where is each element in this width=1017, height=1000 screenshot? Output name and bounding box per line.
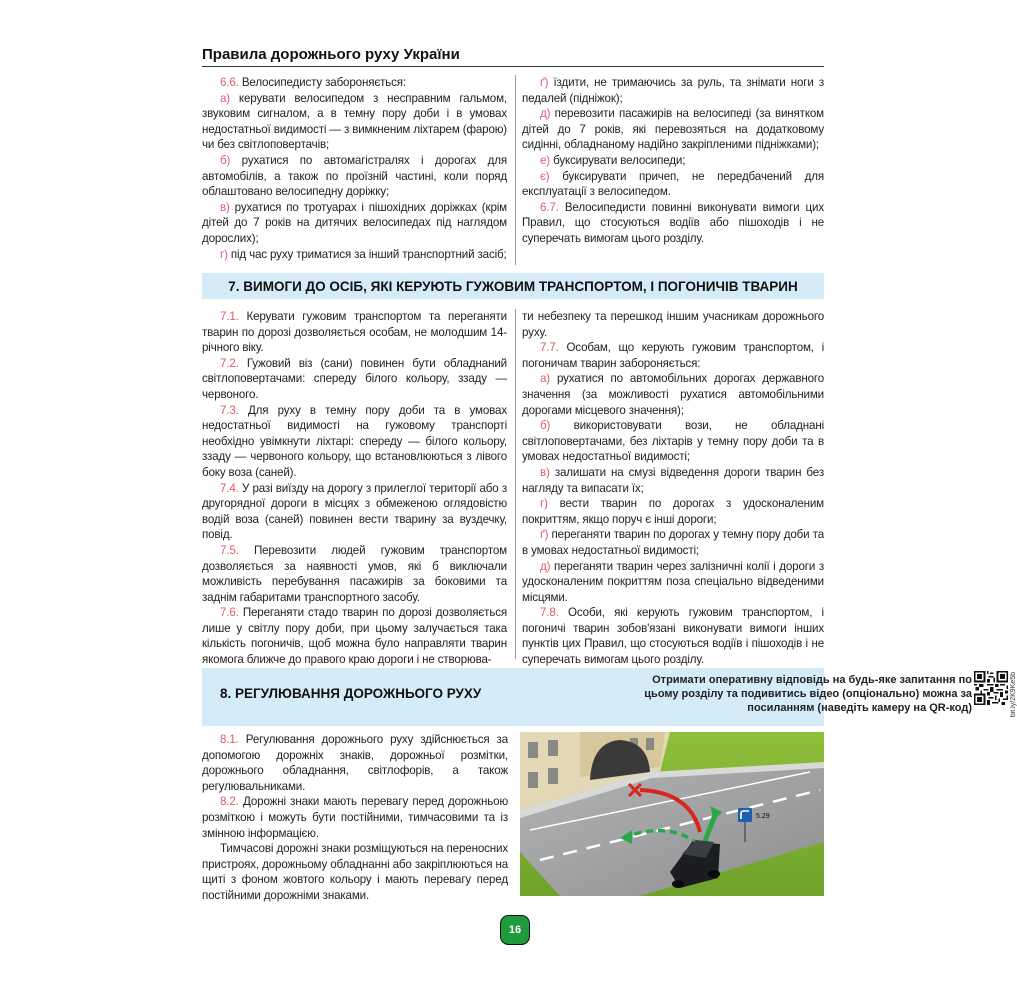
clause-text: перевозити пасажирів на велосипеді (за винятком дітей до 7 років, які перевозяться на додатковому сидінні, обладнаному надійно закріпленими підніжками); [522,107,824,152]
clause-number: в) [220,200,230,214]
clause-text: їздити, не тримаючись за руль, та знімати ноги з педалей (підніжок); [522,76,824,105]
clause-number: 7.6. [220,606,239,620]
clause-text: Регулювання дорожнього руху здійснюється за допомогою дорожніх знаків, дорожньої розмітки, дорожнього обладнання, світлофорів, а також регулювальниками. [202,733,508,793]
clause-number: б) [220,153,231,167]
clause-text: Дорожні знаки мають перевагу перед дорожньою розміткою і можуть бути постійними, тимчасовими та із змінною інформацією. [202,795,508,840]
clause-number: г) [540,497,548,511]
clause-number: 8.2. [220,795,239,809]
clause-number: б) [540,419,551,433]
paragraph [522,106,824,153]
section-6-right-column [522,75,824,247]
clause-number: г) [220,247,228,261]
clause-number: е) [540,153,551,167]
paragraph [202,605,507,667]
paragraph [522,340,824,371]
clause-text: Переганяти стадо тварин по дорозі дозволяється лише у світлу пору доби, при цьому залучається така кількість погоничів, щоб можна було направляти тварин якомога ближче до правого краю дороги і не створюва- [202,606,507,667]
clause-number: а) [220,91,231,105]
clause-text: вести тварин по дорогах з удосконаленим покриттям, якщо поруч є інші дороги; [522,497,824,526]
clause-text: Велосипедисту забороняється: [238,76,406,89]
road-illustration [520,732,824,896]
paragraph [202,732,508,794]
clause-number: 7.2. [220,356,239,370]
clause-text: переганяти тварин по дорогах у темну пору доби та в умовах недостатньої видимості; [522,528,824,557]
clause-text: Тимчасові дорожні знаки розміщуються на переносних пристроях, дорожньому обладнанні або закріплюються на щиті з фоном жовтого кольору і мають перевагу перед постійними дорожніми знаками. [202,842,508,902]
clause-text: під час руху триматися за інший транспортний засіб; [227,247,507,261]
section-8-title: 8. РЕГУЛЮВАННЯ ДОРОЖНЬОГО РУХУ [220,686,482,701]
paragraph [522,605,824,667]
paragraph [522,371,824,418]
paragraph [522,153,824,169]
qr-url-label: bit.ly/2K9Ke5b [1010,672,1017,718]
paragraph [522,496,824,527]
page-header: Правила дорожнього руху України [202,46,824,67]
section-7-left-column [202,309,507,668]
section-8-heading-band [202,668,1017,726]
clause-number: 6.7. [540,200,559,214]
clause-text: рухатися по автомагістралях і дорогах для автомобілів, а також по проїзній частині, коли поряд облаштовано велосипедну доріжку; [202,153,507,199]
clause-text: рухатися по тротуарах і пішохідних доріжках (крім дітей до 7 років на дитячих велосипедах під наглядом дорослих); [202,200,507,245]
clause-number: д) [540,107,551,121]
paragraph [202,356,507,403]
paragraph [522,169,824,200]
clause-text: залишати на смузі відведення дороги тварин без нагляду та випасати їх; [522,465,824,495]
column-divider [515,309,516,659]
paragraph [522,200,824,247]
clause-text: У разі виїзду на дорогу з прилеглої території або з другорядної дороги в місцях з обмеженою оглядовістю водій воза (саней) повинен вести тварину за вуздечку, повід. [202,481,507,542]
paragraph [522,309,824,340]
clause-text: Гужовий віз (сани) повинен бути обладнаний світлоповертачами: спереду білого кольору, ззаду — червоного. [202,356,507,401]
clause-number: 7.1. [220,310,239,323]
clause-text: Для руху в темну пору доби та в умовах недостатньої видимості на гужовому транспорті необхідно увімкнути ліхтарі: спереду — білого кольору, ззаду — червоного кольору, що встановлюються з лівого боку воза (саней). [202,403,507,479]
clause-number: 7.4. [220,481,239,495]
clause-number: 6.6. [220,76,239,89]
paragraph [522,527,824,558]
clause-number: ґ) [540,76,549,89]
paragraph [522,75,824,106]
paragraph [202,309,507,356]
section-7-right-column [522,309,824,668]
clause-text: ти небезпеку та перешкод іншим учасникам дорожнього руху. [522,310,824,339]
paragraph [202,91,507,153]
clause-text: буксирувати причеп, не передбачений для експлуатації з велосипедом. [522,169,824,199]
clause-text: буксирувати велосипеди; [550,153,686,167]
section-7-heading-band [202,273,824,299]
page-number: 16 [508,924,522,936]
paragraph [202,403,507,481]
clause-text: Перевозити людей гужовим транспортом дозволяється за наявності умов, які б виключали можливість перебування пасажирів за боковими та заднім габаритами транспортного засобу. [202,543,507,604]
paragraph [202,794,508,841]
paragraph [522,418,824,465]
clause-text: Керувати гужовим транспортом та переганяти тварин по дорозі дозволяється особам, не молодшим 14-річного віку. [202,310,507,355]
paragraph [202,153,507,200]
clause-number: 7.7. [540,341,559,355]
clause-text: Особи, які керують гужовим транспортом, і погоничі тварин зобов'язані виконувати вимоги інших пунктів цих Правил, що стосуються водіїв і пішоходів і не суперечать вимогам цього розділу. [522,606,824,667]
section-7-title: 7. ВИМОГИ ДО ОСІБ, ЯКІ КЕРУЮТЬ ГУЖОВИМ ТРАНСПОРТОМ, І ПОГОНИЧІВ ТВАРИН [228,278,798,294]
clause-number: 7.3. [220,403,239,417]
paragraph [202,247,507,263]
clause-number: д) [540,559,551,573]
clause-text: рухатися по автомобільних дорогах державного значення (за можливості рухатися автомобільними дорогами місцевого значення); [522,372,824,417]
clause-text: використовувати вози, не обладнані світлоповертачами, без ліхтарів у темну пору доби та в умовах недостатньої видимості; [522,419,824,464]
section-6-left-column [202,75,507,262]
section-8-left-column [202,732,508,904]
clause-number: 7.5. [220,543,239,557]
qr-instruction-text: Отримати оперативну відповідь на будь-яке запитання по цьому розділу та подивитись відео (опціонально) можна за посиланням (наведіть камеру на QR-код) [644,674,972,714]
paragraph [202,200,507,247]
clause-text: переганяти тварин через залізничні колії і дороги з удосконаленим покриттям поза спеціально відведеними місцями. [522,559,824,604]
column-divider [515,75,516,265]
paragraph [522,559,824,606]
clause-number: 8.1. [220,733,239,746]
clause-text: Велосипедисти повинні виконувати вимоги цих Правил, що стосуються водіїв або пішоходів і не суперечать вимогам цього розділу. [522,200,824,245]
paragraph [202,75,507,91]
paragraph [202,543,507,605]
clause-text: керувати велосипедом з несправним гальмом, звуковим сигналом, а в темну пору доби і в умовах недостатньої видимості — з вимкненим ліхтарем (фарою) чи без світлоповертачів; [202,91,507,152]
clause-number: ґ) [540,528,549,542]
clause-number: 7.8. [540,606,559,620]
clause-text: Особам, що керують гужовим транспортом, і погоничам тварин забороняється: [522,341,824,370]
qr-code-icon[interactable] [974,671,1008,705]
paragraph [202,841,508,903]
sign-number-label: 5.29 [756,813,770,820]
paragraph [202,481,507,543]
clause-number: а) [540,372,551,386]
clause-number: в) [540,465,550,479]
page-number-badge [500,915,530,945]
clause-number: є) [540,169,550,183]
paragraph [522,465,824,496]
